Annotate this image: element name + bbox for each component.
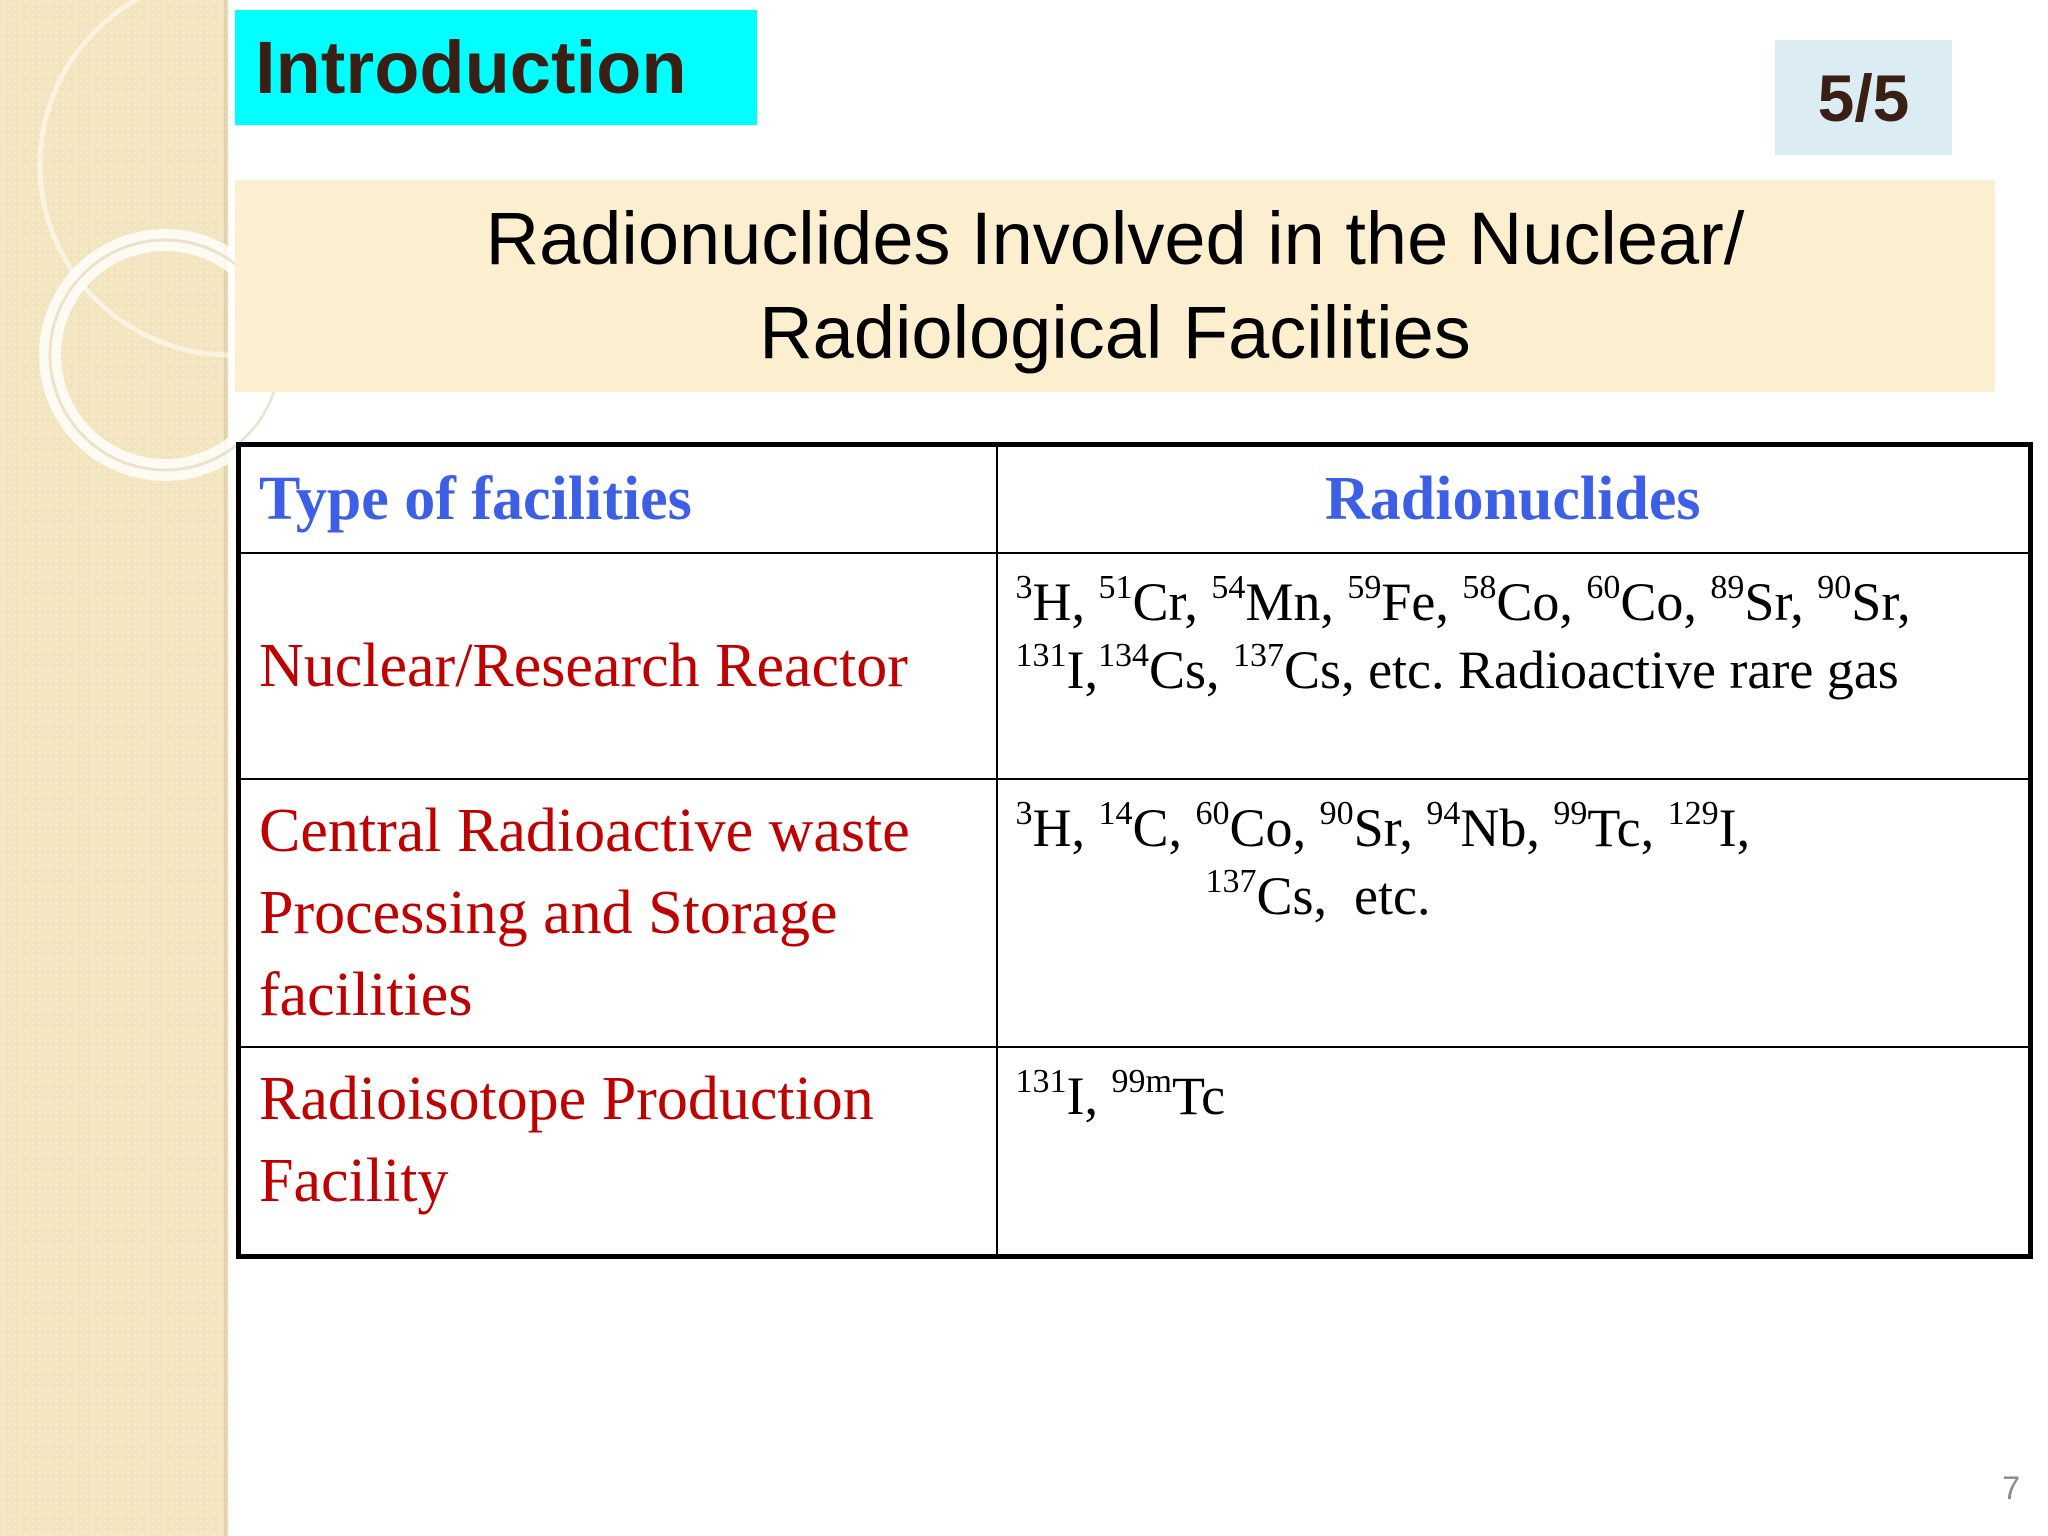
header-type-of-facilities: Type of facilities <box>239 445 997 553</box>
mass-number: 131 <box>1015 636 1067 674</box>
mass-number: 131 <box>1015 1062 1067 1100</box>
mass-number: 99 <box>1553 794 1588 832</box>
table-row <box>239 1047 2031 1257</box>
element-symbol: I <box>1066 639 1085 700</box>
slide-title-line-2: Radiological Facilities <box>759 291 1471 374</box>
slide-title-line-1: Radionuclides Involved in the Nuclear/ <box>485 197 1745 280</box>
mass-number: 60 <box>1586 568 1621 606</box>
element-symbol: Tc <box>1587 797 1641 858</box>
table-header-row <box>239 445 2031 553</box>
element-symbol: Fe <box>1381 571 1436 632</box>
mass-number: 58 <box>1462 568 1497 606</box>
facility-type-line: Central Radioactive waste <box>259 796 910 865</box>
facility-type-line: Facility <box>259 1146 449 1215</box>
section-tag-label: Introduction <box>255 25 687 109</box>
mass-number: 94 <box>1426 794 1461 832</box>
mass-number: 60 <box>1195 794 1230 832</box>
element-symbol: Sr <box>1851 571 1898 632</box>
radionuclides-cell: $^3$H, $^{51}$Cr, $^{54}$Mn, $^{59}$Fe, $^{58}$Co, $^{60}$Co, $^{89}$Sr, $^{90}$Sr, $^{131}$I,$^{134}$Cs, $^{137}$Cs, etc. Radioactive rare gas <box>997 553 2031 779</box>
page-counter-text: 5/5 <box>1817 60 1910 135</box>
facility-type-cell <box>239 779 997 1047</box>
slide-title <box>235 180 1995 392</box>
radionuclides-cell: $^3$H, $^{14}$C, $^{60}$Co, $^{90}$Sr, $^{94}$Nb, $^{99}$Tc, $^{129}$I, $^{137}$Cs, etc. <box>997 779 2031 1047</box>
element-symbol: Cs <box>1256 865 1314 926</box>
mass-number: 3 <box>1015 794 1033 832</box>
mass-number: 99m <box>1111 1062 1172 1100</box>
element-symbol: H <box>1032 797 1072 858</box>
mass-number: 129 <box>1667 794 1719 832</box>
mass-number: 14 <box>1098 794 1133 832</box>
element-symbol: Co <box>1620 571 1684 632</box>
table-row <box>239 779 2031 1047</box>
element-symbol: I <box>1718 797 1737 858</box>
element-symbol: I <box>1066 1065 1085 1126</box>
element-symbol: Sr <box>1353 797 1400 858</box>
table-row <box>239 553 2031 779</box>
nuclides-suffix: etc. <box>1354 865 1431 926</box>
mass-number: 137 <box>1205 862 1257 900</box>
element-symbol: Cs <box>1284 639 1342 700</box>
facility-type-line: Nuclear/Research Reactor <box>259 631 908 700</box>
section-tag <box>235 10 757 125</box>
slide-number: 7 <box>2002 1470 2020 1506</box>
page-counter <box>1775 40 1952 155</box>
element-symbol: Co <box>1229 797 1293 858</box>
radionuclides-cell: $^{131}$I, $^{99m}$Tc <box>997 1047 2031 1257</box>
mass-number: 90 <box>1817 568 1852 606</box>
nuclides-suffix: etc. Radioactive rare gas <box>1368 639 1899 700</box>
mass-number: 51 <box>1098 568 1133 606</box>
facility-type-cell <box>239 1047 997 1257</box>
element-symbol: Cr <box>1132 571 1185 632</box>
element-symbol: C <box>1132 797 1169 858</box>
mass-number: 134 <box>1097 636 1149 674</box>
facility-type-line: Radioisotope Production <box>259 1064 874 1133</box>
mass-number: 89 <box>1710 568 1745 606</box>
facility-type-line: Processing and Storage <box>259 878 838 947</box>
element-symbol: Mn <box>1245 571 1321 632</box>
element-symbol: Sr <box>1744 571 1791 632</box>
element-symbol: Cs <box>1148 639 1207 700</box>
mass-number: 54 <box>1211 568 1246 606</box>
element-symbol: Co <box>1496 571 1560 632</box>
facility-type-line: facilities <box>259 960 473 1029</box>
mass-number: 59 <box>1347 568 1382 606</box>
element-symbol: Nb <box>1460 797 1527 858</box>
element-symbol: Tc <box>1171 1065 1226 1126</box>
radionuclides-table <box>236 442 2033 1259</box>
mass-number: 3 <box>1015 568 1033 606</box>
mass-number: 90 <box>1319 794 1354 832</box>
facility-type-cell <box>239 553 997 779</box>
mass-number: 137 <box>1233 636 1285 674</box>
header-radionuclides: Radionuclides <box>997 445 2031 553</box>
element-symbol: H <box>1032 571 1072 632</box>
